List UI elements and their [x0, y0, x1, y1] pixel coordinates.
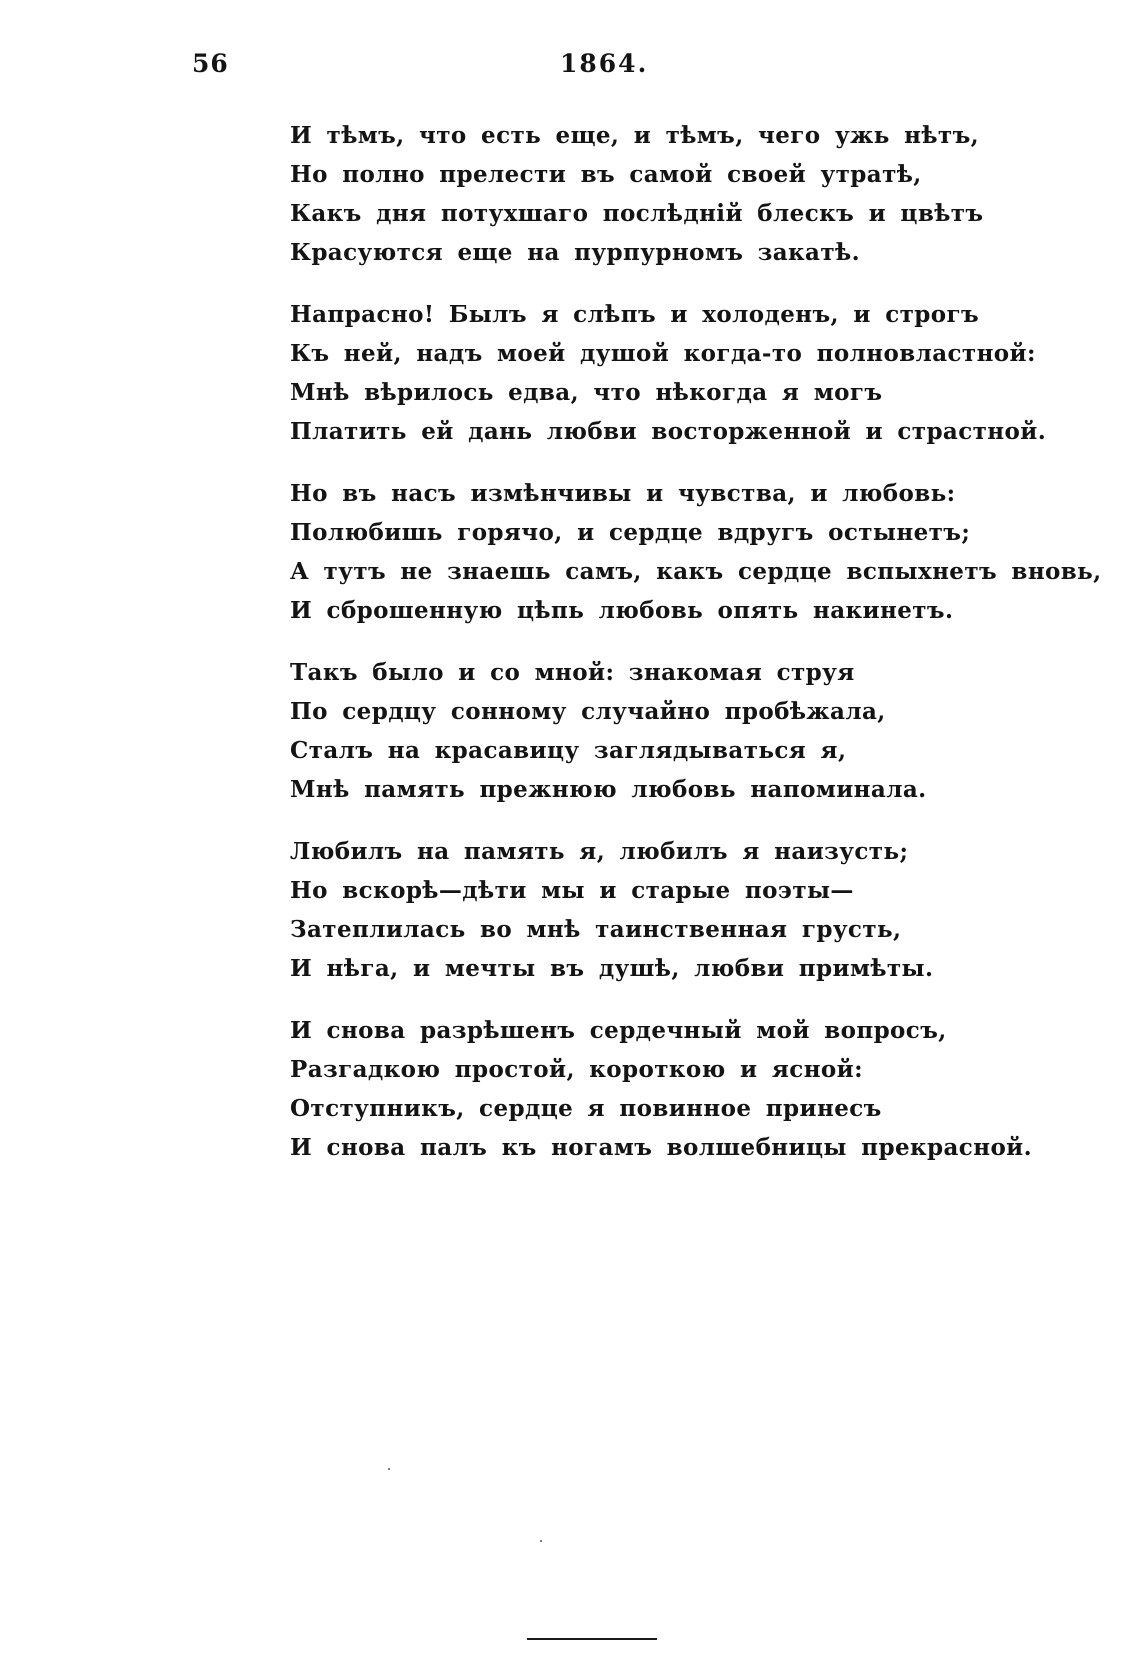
- verse-line: Къ ней, надъ моей душой когда-то полновластной:: [290, 340, 1036, 367]
- verse-line: Отступникъ, сердце я повинное принесъ: [290, 1095, 882, 1122]
- verse-line: И сброшенную цѣпь любовь опять накинетъ.: [290, 597, 954, 624]
- stanza: [290, 1011, 1033, 1167]
- poem-body: [290, 116, 1102, 1190]
- verse-line: И снова палъ къ ногамъ волшебницы прекрасной.: [290, 1134, 1033, 1161]
- end-of-poem-rule: [527, 1638, 657, 1640]
- verse-line: Но полно прелести въ самой своей утратѣ,: [290, 161, 922, 188]
- verse-line: Такъ было и со мной: знакомая струя: [290, 659, 855, 686]
- verse-line: Какъ дня потухшаго послѣднiй блескъ и цвѣтъ: [290, 200, 984, 227]
- verse-line: Мнѣ вѣрилось едва, что нѣкогда я могъ: [290, 379, 883, 406]
- verse-line: Затеплилась во мнѣ таинственная грусть,: [290, 916, 902, 943]
- print-speck: [388, 1468, 390, 1470]
- verse-line: Сталъ на красавицу заглядываться я,: [290, 737, 847, 764]
- verse-line: Напрасно! Былъ я слѣпъ и холоденъ, и строгъ: [290, 301, 980, 328]
- verse-line: Но вскорѣ—дѣти мы и старые поэты—: [290, 877, 854, 904]
- verse-line: Разгадкою простой, короткою и ясной:: [290, 1056, 864, 1083]
- verse-line: И тѣмъ, что есть еще, и тѣмъ, чего ужь нѣтъ,: [290, 122, 980, 149]
- stanza: [290, 832, 1010, 988]
- stanza: [290, 474, 1102, 630]
- page-number: 56: [192, 49, 229, 78]
- stanza: [290, 653, 1010, 809]
- print-speck: [540, 1540, 542, 1542]
- verse-line: И нѣга, и мечты въ душѣ, любви примѣты.: [290, 955, 934, 982]
- verse-line: Платить ей дань любви восторженной и страстной.: [290, 418, 1047, 445]
- verse-line: По сердцу сонному случайно пробѣжала,: [290, 698, 886, 725]
- verse-line: Но въ насъ измѣнчивы и чувства, и любовь:: [290, 480, 956, 507]
- stanza: [290, 295, 1047, 451]
- running-head-year: 1864.: [560, 49, 649, 78]
- verse-line: Мнѣ память прежнюю любовь напоминала.: [290, 776, 927, 803]
- verse-line: А тутъ не знаешь самъ, какъ сердце вспыхнетъ вновь,: [290, 558, 1102, 585]
- verse-line: И снова разрѣшенъ сердечный мой вопросъ,: [290, 1017, 947, 1044]
- verse-line: Полюбишь горячо, и сердце вдругъ остынетъ;: [290, 519, 971, 546]
- verse-line: Любилъ на память я, любилъ я наизусть;: [290, 838, 909, 865]
- verse-line: Красуются еще на пурпурномъ закатѣ.: [290, 239, 860, 266]
- stanza: [290, 116, 1010, 272]
